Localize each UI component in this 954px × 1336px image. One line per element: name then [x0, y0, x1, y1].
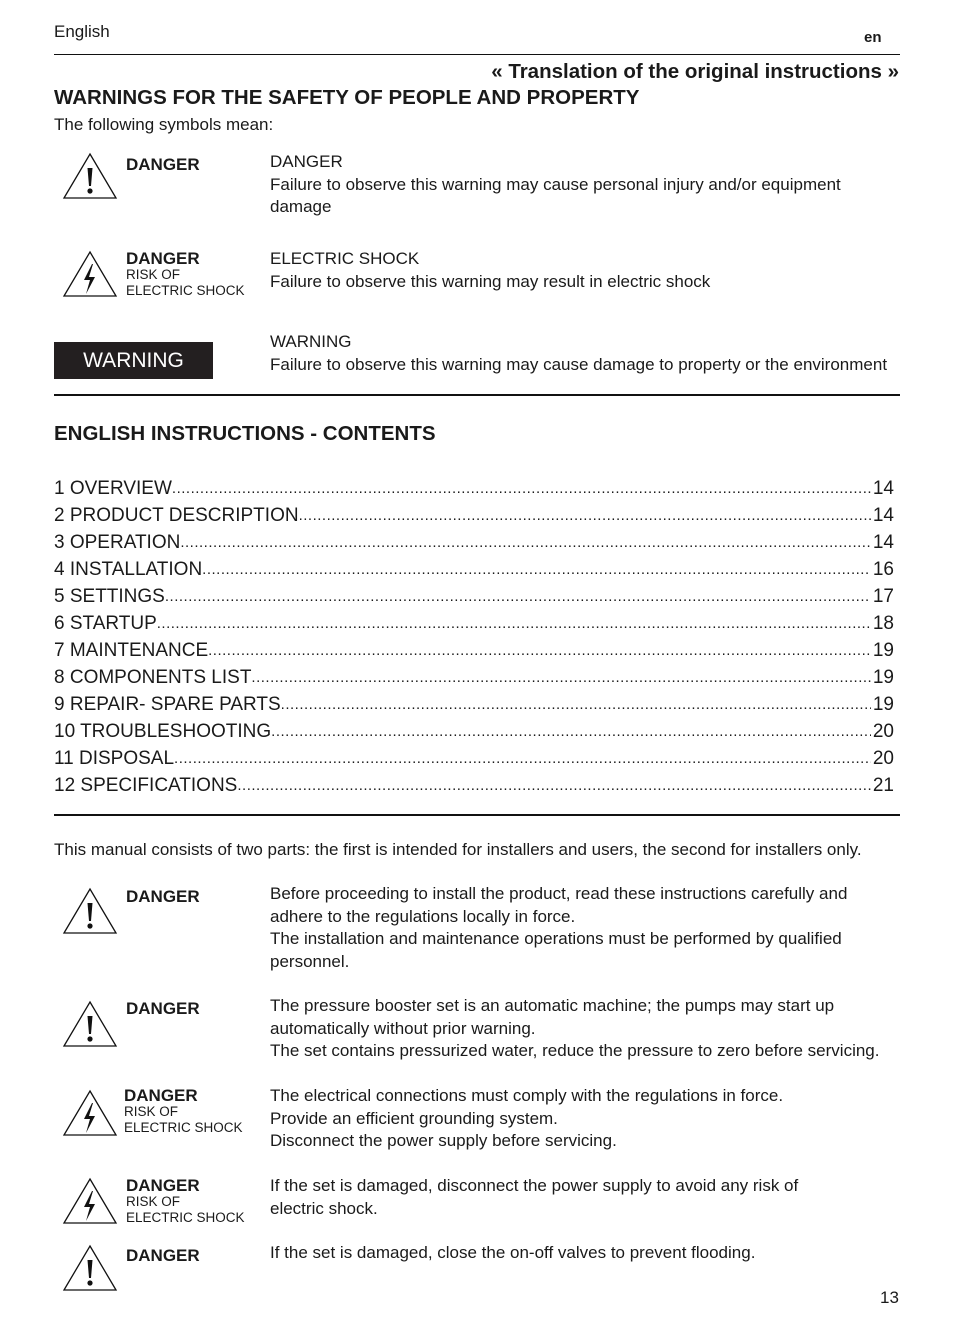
toc-entry-title: 7 MAINTENANCE — [54, 640, 209, 661]
toc-entry[interactable] — [54, 747, 894, 771]
toc-entry[interactable] — [54, 666, 894, 690]
toc-dot-leader — [174, 747, 871, 771]
toc-dot-leader — [281, 693, 871, 717]
safety-description-line: personnel. — [270, 951, 350, 971]
page-title: WARNINGS FOR THE SAFETY OF PEOPLE AND PROPERTY — [54, 86, 640, 109]
safety-description-line: automatically without prior warning. — [270, 1018, 536, 1038]
toc-entry-page: 18 — [872, 613, 894, 634]
toc-entry-page: 17 — [872, 586, 894, 607]
symbols-description — [270, 151, 910, 219]
header-language-code: en — [864, 29, 882, 46]
toc-entry-title: 4 INSTALLATION — [54, 559, 203, 580]
safety-description-line: Provide an efficient grounding system. — [270, 1108, 558, 1128]
symbols-danger-label: DANGER — [126, 249, 200, 268]
toc-entry-page: 16 — [872, 559, 894, 580]
lightning-warning-icon — [62, 1089, 118, 1142]
toc-entry[interactable] — [54, 612, 894, 636]
toc-dot-leader — [271, 720, 871, 744]
toc-entry-title: 9 REPAIR- SPARE PARTS — [54, 694, 281, 715]
toc-entry[interactable] — [54, 639, 894, 663]
header-language: English — [54, 22, 110, 41]
toc-dot-leader — [202, 558, 871, 582]
toc-entry-title: 11 DISPOSAL — [54, 748, 175, 769]
toc-dot-leader — [251, 666, 870, 690]
symbols-description-line: damage — [270, 197, 332, 216]
safety-description — [270, 1175, 910, 1220]
safety-danger-label: DANGER — [124, 1086, 198, 1105]
symbols-description — [270, 331, 910, 376]
toc-entry[interactable] — [54, 558, 894, 582]
safety-description-line: adhere to the regulations locally in force. — [270, 906, 576, 926]
safety-description-line: electric shock. — [270, 1198, 378, 1218]
lightning-warning-icon — [62, 250, 118, 303]
safety-description — [270, 1242, 910, 1265]
safety-description-line: The electrical connections must comply with the regulations in force. — [270, 1086, 784, 1105]
lightning-warning-icon — [62, 1177, 118, 1230]
toc-entry-title: 10 TROUBLESHOOTING — [54, 721, 272, 742]
symbols-description-line: DANGER — [270, 152, 343, 171]
symbols-description-line: Failure to observe this warning may cause personal injury and/or equipment — [270, 174, 841, 194]
safety-risk-label: ELECTRIC SHOCK — [126, 1210, 245, 1225]
toc-entry[interactable] — [54, 531, 894, 555]
safety-description-line: The set contains pressurized water, reduce the pressure to zero before servicing. — [270, 1041, 880, 1060]
toc-entry-page: 14 — [872, 532, 894, 553]
toc-entry-title: 5 SETTINGS — [54, 586, 165, 607]
toc-entry[interactable] — [54, 477, 894, 501]
symbols-description-line: Failure to observe this warning may result in electric shock — [270, 271, 711, 291]
toc-dot-leader — [165, 585, 871, 609]
safety-description — [270, 995, 910, 1063]
header-rule — [54, 54, 900, 55]
toc-entry[interactable] — [54, 585, 894, 609]
safety-danger-label: DANGER — [126, 999, 200, 1018]
toc-entry-title: 12 SPECIFICATIONS — [54, 775, 238, 796]
toc-dot-leader — [172, 477, 871, 501]
safety-danger-label: DANGER — [126, 1176, 200, 1195]
toc-entry-page: 19 — [872, 694, 894, 715]
toc-entry-title: 8 COMPONENTS LIST — [54, 667, 252, 688]
toc-dot-leader — [208, 639, 871, 663]
symbols-warning-badge: WARNING — [54, 342, 213, 379]
toc-dot-leader — [157, 612, 871, 636]
toc-dot-leader — [237, 774, 871, 798]
symbols-risk-label: ELECTRIC SHOCK — [126, 283, 245, 298]
exclamation-warning-icon — [62, 152, 118, 205]
toc-entry[interactable] — [54, 720, 894, 744]
page-number: 13 — [880, 1288, 899, 1307]
toc-entry-title: 1 OVERVIEW — [54, 478, 172, 499]
toc-dot-leader — [180, 531, 871, 555]
exclamation-warning-icon — [62, 1244, 118, 1297]
section-rule — [54, 394, 900, 396]
toc-entry-title: 2 PRODUCT DESCRIPTION — [54, 505, 299, 526]
toc-entry-page: 20 — [872, 748, 894, 769]
safety-risk-label: RISK OF — [124, 1104, 179, 1119]
safety-description-line: The pressure booster set is an automatic machine; the pumps may start up — [270, 996, 835, 1015]
safety-danger-label: DANGER — [126, 1246, 200, 1265]
safety-description-line: If the set is damaged, disconnect the power supply to avoid any risk of — [270, 1176, 799, 1195]
toc-entry[interactable] — [54, 693, 894, 717]
toc-entry[interactable] — [54, 504, 894, 528]
manual-note: This manual consists of two parts: the first is intended for installers and users, the second for installers only. — [54, 840, 862, 859]
toc-entry-title: 6 STARTUP — [54, 613, 157, 634]
section-rule — [54, 814, 900, 816]
exclamation-warning-icon — [62, 1000, 118, 1053]
safety-description-line: If the set is damaged, close the on-off valves to prevent flooding. — [270, 1243, 756, 1262]
toc-entry-page: 14 — [872, 505, 894, 526]
symbols-intro: The following symbols mean: — [54, 115, 274, 134]
toc-entry-title: 3 OPERATION — [54, 532, 181, 553]
safety-danger-label: DANGER — [126, 887, 200, 906]
translation-subtitle: « Translation of the original instructions » — [491, 60, 899, 83]
toc-entry-page: 19 — [872, 640, 894, 661]
toc-dot-leader — [299, 504, 871, 528]
symbols-description-line: ELECTRIC SHOCK — [270, 249, 420, 268]
symbols-risk-label: RISK OF — [126, 267, 181, 282]
safety-risk-label: RISK OF — [126, 1194, 181, 1209]
safety-description-line: Disconnect the power supply before servicing. — [270, 1131, 617, 1150]
safety-description-line: Before proceeding to install the product, read these instructions carefully and — [270, 884, 848, 903]
exclamation-warning-icon — [62, 887, 118, 940]
toc-entry-page: 21 — [872, 775, 894, 796]
toc-entry-page: 19 — [872, 667, 894, 688]
symbols-description — [270, 248, 910, 293]
safety-description-line: The installation and maintenance operations must be performed by qualified — [270, 929, 842, 948]
symbols-danger-label: DANGER — [126, 155, 200, 174]
symbols-description-line: WARNING — [270, 332, 352, 351]
toc-entry-page: 20 — [872, 721, 894, 742]
toc-entry-page: 14 — [872, 478, 894, 499]
safety-description — [270, 1085, 910, 1153]
symbols-description-line: Failure to observe this warning may cause damage to property or the environment — [270, 354, 888, 374]
safety-description — [270, 883, 910, 973]
toc-entry[interactable] — [54, 774, 894, 798]
safety-risk-label: ELECTRIC SHOCK — [124, 1120, 243, 1135]
contents-title: ENGLISH INSTRUCTIONS - CONTENTS — [54, 422, 436, 445]
